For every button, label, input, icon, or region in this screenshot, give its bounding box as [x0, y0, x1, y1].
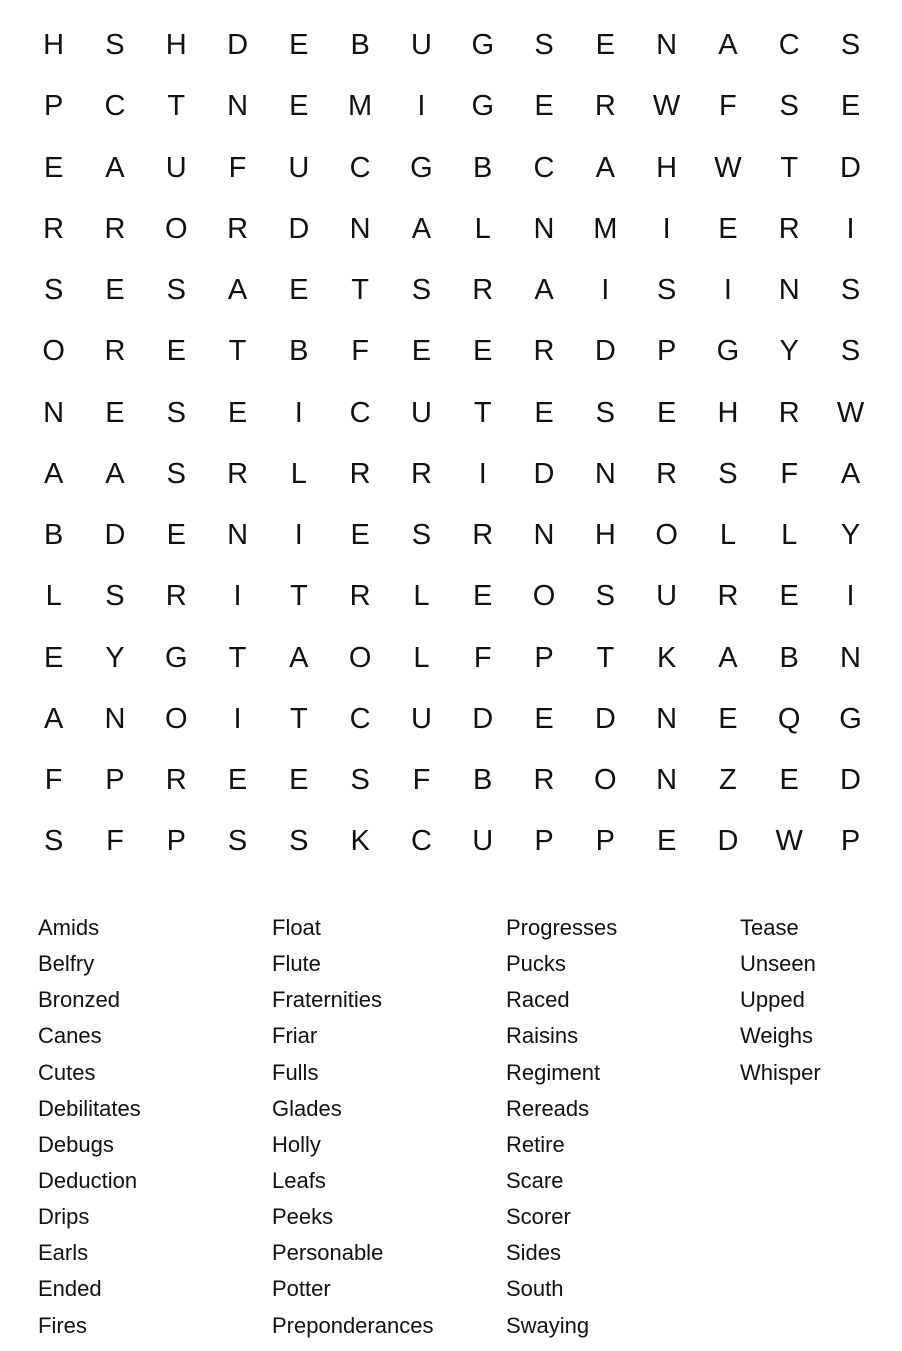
grid-letter[interactable]: U: [288, 151, 310, 184]
grid-letter[interactable]: G: [471, 90, 494, 123]
grid-letter[interactable]: C: [533, 151, 555, 184]
grid-letter[interactable]: R: [349, 457, 371, 490]
word-list-item: Leafs: [272, 1167, 326, 1193]
grid-letter[interactable]: E: [289, 764, 309, 797]
grid-letter[interactable]: D: [840, 764, 861, 797]
word-list-item: Scare: [506, 1167, 564, 1193]
grid-letter[interactable]: R: [778, 396, 800, 429]
grid-letter[interactable]: F: [44, 764, 63, 797]
grid-letter[interactable]: Q: [777, 702, 801, 735]
word-list-item: Drips: [38, 1204, 90, 1230]
grid-letter[interactable]: E: [779, 580, 799, 613]
grid-letter[interactable]: R: [656, 457, 678, 490]
grid-letter[interactable]: N: [349, 212, 371, 245]
word-list-column: [38, 910, 272, 1345]
grid-letter[interactable]: E: [289, 90, 309, 123]
grid-letter[interactable]: T: [228, 335, 247, 368]
grid-letter[interactable]: T: [289, 580, 308, 613]
grid-letter[interactable]: W: [714, 151, 742, 184]
word-list-column: [272, 910, 506, 1345]
grid-letter[interactable]: F: [780, 457, 799, 490]
word-list-item: Glades: [272, 1095, 342, 1121]
grid-letter[interactable]: S: [350, 764, 370, 797]
grid-letter[interactable]: E: [43, 151, 64, 184]
word-list-item: Earls: [38, 1240, 89, 1266]
grid-letter[interactable]: D: [717, 825, 739, 858]
grid-letter[interactable]: U: [410, 29, 432, 62]
grid-letter[interactable]: K: [656, 641, 677, 674]
grid-letter[interactable]: D: [472, 702, 494, 735]
grid-letter[interactable]: R: [165, 764, 187, 797]
grid-letter[interactable]: A: [595, 151, 615, 184]
grid-letter[interactable]: D: [594, 335, 616, 368]
grid-letter[interactable]: F: [351, 335, 369, 368]
grid-letter[interactable]: D: [533, 457, 555, 490]
grid-letter[interactable]: E: [105, 274, 125, 307]
grid-letter[interactable]: E: [534, 90, 554, 123]
word-list-item: Scorer: [506, 1204, 571, 1230]
grid-letter[interactable]: R: [227, 212, 249, 245]
grid-letter[interactable]: E: [656, 825, 677, 858]
grid-letter[interactable]: N: [533, 212, 555, 245]
grid-letter[interactable]: E: [166, 519, 186, 552]
grid-letter[interactable]: G: [716, 335, 740, 368]
grid-letter[interactable]: P: [595, 825, 615, 858]
grid-letter[interactable]: R: [165, 580, 187, 613]
grid-letter[interactable]: R: [227, 457, 249, 490]
grid-letter[interactable]: I: [723, 274, 732, 307]
grid-letter[interactable]: U: [410, 702, 432, 735]
grid-letter[interactable]: I: [233, 702, 242, 735]
grid-letter[interactable]: E: [840, 90, 861, 123]
grid-letter[interactable]: Y: [779, 335, 799, 368]
grid-letter[interactable]: W: [652, 90, 681, 123]
grid-letter[interactable]: R: [472, 274, 494, 307]
grid-letter[interactable]: N: [533, 519, 555, 552]
grid-letter[interactable]: C: [410, 825, 432, 858]
word-list-item: Ended: [38, 1276, 102, 1302]
grid-letter[interactable]: E: [105, 396, 125, 429]
grid-letter[interactable]: G: [471, 29, 494, 62]
grid-letter[interactable]: A: [718, 29, 738, 62]
grid-letter[interactable]: H: [594, 519, 616, 552]
grid-letter[interactable]: C: [349, 396, 371, 429]
word-list-item: Belfry: [38, 951, 95, 977]
grid-letter[interactable]: A: [43, 457, 64, 490]
grid-letter[interactable]: G: [839, 702, 862, 735]
grid-letter[interactable]: A: [105, 457, 125, 490]
word-list-item: Retire: [506, 1131, 565, 1157]
grid-letter[interactable]: R: [533, 335, 555, 368]
grid-letter[interactable]: R: [717, 580, 739, 613]
word-list-item: Debilitates: [38, 1095, 141, 1121]
grid-letter[interactable]: R: [43, 212, 65, 245]
grid-letter[interactable]: R: [778, 212, 800, 245]
grid-letter[interactable]: H: [717, 396, 739, 429]
word-list-item: Fires: [38, 1312, 87, 1338]
grid-letter[interactable]: R: [349, 580, 371, 613]
word-list-item: Cutes: [38, 1059, 96, 1085]
grid-letter[interactable]: A: [718, 641, 738, 674]
grid-letter[interactable]: O: [164, 212, 188, 245]
grid-letter[interactable]: C: [104, 90, 126, 123]
grid-letter[interactable]: F: [412, 764, 431, 797]
grid-letter[interactable]: A: [289, 641, 309, 674]
grid-letter[interactable]: S: [718, 457, 738, 490]
grid-letter[interactable]: O: [348, 641, 372, 674]
grid-letter[interactable]: O: [594, 764, 617, 797]
word-list-item: Amids: [38, 915, 100, 940]
grid-letter[interactable]: E: [166, 335, 186, 368]
grid-letter[interactable]: I: [662, 212, 671, 245]
grid-letter[interactable]: N: [43, 396, 65, 429]
grid-letter[interactable]: R: [533, 764, 555, 797]
grid-letter[interactable]: N: [656, 29, 678, 62]
grid-letter[interactable]: N: [594, 457, 616, 490]
grid-letter[interactable]: E: [779, 764, 799, 797]
grid-letter[interactable]: E: [473, 580, 493, 613]
grid-letter[interactable]: N: [227, 90, 249, 123]
grid-letter[interactable]: R: [104, 335, 126, 368]
grid-letter[interactable]: T: [228, 641, 247, 674]
grid-letter[interactable]: A: [840, 457, 861, 490]
grid-letter[interactable]: A: [105, 151, 125, 184]
grid-letter[interactable]: S: [289, 825, 309, 858]
grid-letter[interactable]: G: [164, 641, 188, 674]
word-list-item: Fulls: [272, 1059, 319, 1085]
grid-letter[interactable]: L: [413, 580, 430, 613]
word-list-column: [506, 910, 740, 1345]
grid-letter[interactable]: P: [166, 825, 186, 858]
grid-letter[interactable]: E: [289, 29, 309, 62]
grid-letter[interactable]: E: [227, 764, 248, 797]
grid-letter[interactable]: F: [719, 90, 737, 123]
grid-letter[interactable]: T: [289, 702, 308, 735]
grid-letter[interactable]: P: [105, 764, 125, 797]
grid-letter[interactable]: B: [473, 764, 493, 797]
grid-letter[interactable]: I: [601, 274, 610, 307]
grid-letter[interactable]: B: [350, 29, 370, 62]
grid-letter[interactable]: A: [411, 212, 432, 245]
grid-letter[interactable]: B: [289, 335, 309, 368]
grid-letter[interactable]: S: [166, 457, 186, 490]
grid-letter[interactable]: L: [290, 457, 307, 490]
grid-letter[interactable]: T: [473, 396, 492, 429]
grid-letter[interactable]: D: [840, 151, 861, 184]
grid-letter[interactable]: L: [45, 580, 62, 613]
grid-letter[interactable]: S: [166, 274, 186, 307]
grid-letter[interactable]: E: [718, 212, 738, 245]
grid-letter[interactable]: U: [656, 580, 678, 613]
grid-letter[interactable]: F: [473, 641, 492, 674]
grid-letter[interactable]: A: [534, 274, 554, 307]
grid-letter[interactable]: S: [840, 29, 861, 62]
word-list-item: Weighs: [740, 1023, 813, 1049]
grid-letter[interactable]: T: [167, 90, 186, 123]
word-list-item: Raisins: [506, 1023, 579, 1049]
grid-letter[interactable]: E: [718, 702, 738, 735]
grid-letter[interactable]: F: [106, 825, 124, 858]
word-list-column: [740, 910, 888, 1345]
grid-letter[interactable]: O: [532, 580, 556, 613]
grid-letter[interactable]: S: [656, 274, 677, 307]
grid-letter[interactable]: F: [228, 151, 247, 184]
word-list-item: Preponderances: [272, 1312, 434, 1338]
word-list-item: Whisper: [740, 1059, 821, 1085]
grid-letter[interactable]: D: [288, 212, 310, 245]
word-list-item: Bronzed: [38, 987, 120, 1013]
grid-letter[interactable]: L: [413, 641, 430, 674]
grid-letter[interactable]: I: [417, 90, 426, 123]
word-list-item: Deduction: [38, 1167, 138, 1193]
grid-letter[interactable]: N: [656, 764, 678, 797]
word-list-item: Regiment: [506, 1059, 601, 1085]
grid-letter[interactable]: S: [105, 29, 125, 62]
word-list-item: South: [506, 1276, 564, 1302]
grid-letter[interactable]: L: [719, 519, 736, 552]
word-list-item: Upped: [740, 987, 805, 1013]
grid-letter[interactable]: E: [534, 396, 554, 429]
grid-letter[interactable]: H: [165, 29, 187, 62]
grid-letter[interactable]: P: [43, 90, 64, 123]
grid-letter[interactable]: B: [779, 641, 799, 674]
grid-letter[interactable]: S: [411, 274, 432, 307]
grid-letter[interactable]: E: [534, 702, 554, 735]
word-list-item: Raced: [506, 987, 570, 1013]
word-list-item: Personable: [272, 1240, 384, 1266]
grid-letter[interactable]: E: [595, 29, 615, 62]
grid-letter[interactable]: C: [349, 151, 371, 184]
word-list-item: Unseen: [740, 951, 816, 977]
grid-letter[interactable]: N: [227, 519, 249, 552]
grid-letter[interactable]: S: [595, 580, 615, 613]
grid-letter[interactable]: R: [472, 519, 494, 552]
grid-letter[interactable]: S: [227, 825, 248, 858]
word-list-item: Swaying: [506, 1312, 590, 1338]
grid-letter[interactable]: O: [42, 335, 65, 368]
grid-letter[interactable]: N: [656, 702, 678, 735]
grid-letter[interactable]: S: [595, 396, 615, 429]
grid-letter[interactable]: C: [349, 702, 371, 735]
grid-letter[interactable]: E: [289, 274, 309, 307]
grid-letter[interactable]: S: [534, 29, 554, 62]
word-list-item: Fraternities: [272, 987, 383, 1013]
grid-letter[interactable]: D: [104, 519, 126, 552]
grid-letter[interactable]: M: [593, 212, 618, 245]
grid-letter[interactable]: G: [410, 151, 433, 184]
grid-letter[interactable]: T: [596, 641, 615, 674]
grid-letter[interactable]: U: [165, 151, 187, 184]
grid-letter[interactable]: S: [840, 274, 861, 307]
grid-letter[interactable]: H: [43, 29, 65, 62]
grid-letter[interactable]: U: [410, 396, 432, 429]
grid-letter[interactable]: E: [473, 335, 493, 368]
grid-letter[interactable]: P: [656, 335, 677, 368]
grid-letter[interactable]: H: [656, 151, 678, 184]
grid-letter[interactable]: Y: [105, 641, 125, 674]
grid-letter[interactable]: K: [350, 825, 370, 858]
grid-letter[interactable]: A: [43, 702, 64, 735]
grid-letter[interactable]: I: [478, 457, 487, 490]
word-list-item: Flute: [272, 951, 321, 977]
grid-letter[interactable]: I: [233, 580, 242, 613]
word-list-item: Peeks: [272, 1204, 334, 1230]
grid-letter[interactable]: A: [227, 274, 248, 307]
grid-letter[interactable]: S: [411, 519, 432, 552]
word-list-item: Rereads: [506, 1095, 590, 1121]
grid-letter[interactable]: E: [350, 519, 370, 552]
grid-letter[interactable]: E: [411, 335, 432, 368]
grid-letter[interactable]: D: [594, 702, 616, 735]
grid-letter[interactable]: T: [780, 151, 799, 184]
grid-letter[interactable]: B: [43, 519, 64, 552]
grid-letter[interactable]: P: [840, 825, 861, 858]
grid-letter[interactable]: N: [840, 641, 861, 674]
word-list-item: Holly: [272, 1131, 321, 1157]
grid-letter[interactable]: L: [474, 212, 491, 245]
grid-letter[interactable]: R: [410, 457, 432, 490]
grid-letter[interactable]: S: [840, 335, 861, 368]
grid-letter[interactable]: Z: [719, 764, 737, 797]
grid-letter[interactable]: P: [534, 825, 554, 858]
word-list-item: Progresses: [506, 915, 618, 940]
word-list: [38, 910, 888, 1345]
grid-letter[interactable]: E: [43, 641, 64, 674]
word-list-item: Pucks: [506, 951, 566, 977]
grid-letter[interactable]: N: [104, 702, 126, 735]
word-list-item: Canes: [38, 1023, 102, 1049]
grid-letter[interactable]: S: [166, 396, 186, 429]
grid-letter[interactable]: I: [294, 519, 303, 552]
grid-letter[interactable]: P: [534, 641, 554, 674]
grid-letter[interactable]: I: [846, 580, 855, 613]
grid-letter[interactable]: I: [846, 212, 855, 245]
grid-letter[interactable]: O: [655, 519, 678, 552]
grid-letter[interactable]: D: [227, 29, 249, 62]
grid-letter[interactable]: R: [104, 212, 126, 245]
word-list-item: Float: [272, 915, 321, 940]
grid-letter[interactable]: R: [594, 90, 616, 123]
grid-letter[interactable]: O: [164, 702, 188, 735]
word-list-item: Potter: [272, 1276, 331, 1302]
word-list-item: Friar: [272, 1023, 318, 1049]
grid-letter[interactable]: C: [778, 29, 800, 62]
grid-letter[interactable]: Y: [840, 519, 861, 552]
grid-letter[interactable]: W: [775, 825, 803, 858]
word-list-item: Sides: [506, 1240, 562, 1266]
grid-letter[interactable]: S: [43, 274, 64, 307]
grid-letter[interactable]: W: [836, 396, 865, 429]
grid-letter[interactable]: E: [656, 396, 677, 429]
grid-letter[interactable]: S: [105, 580, 125, 613]
word-list-item: Debugs: [38, 1131, 114, 1157]
letter-grid: [23, 15, 881, 873]
grid-letter[interactable]: N: [778, 274, 800, 307]
grid-letter[interactable]: U: [472, 825, 494, 858]
grid-letter[interactable]: I: [294, 396, 303, 429]
grid-letter[interactable]: M: [348, 90, 373, 123]
grid-letter[interactable]: S: [779, 90, 799, 123]
grid-letter[interactable]: L: [781, 519, 798, 552]
grid-letter[interactable]: S: [43, 825, 64, 858]
grid-letter[interactable]: B: [473, 151, 493, 184]
grid-letter[interactable]: E: [227, 396, 248, 429]
grid-letter[interactable]: T: [351, 274, 369, 307]
word-list-item: Tease: [740, 915, 799, 940]
